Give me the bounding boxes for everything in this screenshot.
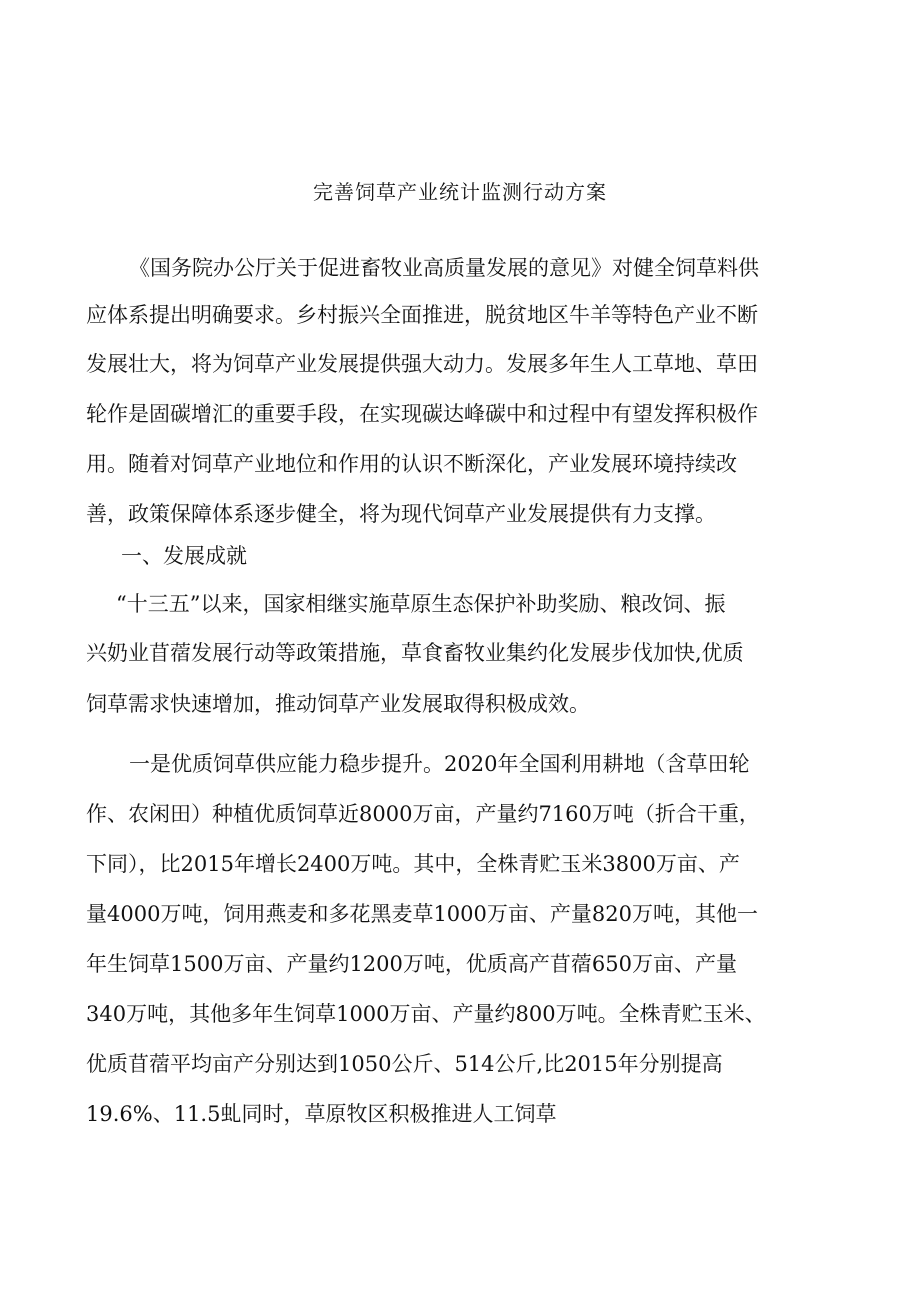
supply-line-2: 作、农闲田）种植优质饲草近8000万亩，产量约7160万吨（折合干重， bbox=[86, 802, 760, 826]
achievement-line-2: 兴奶业苜蓿发展行动等政策措施，草食畜牧业集约化发展步伐加快,优质 bbox=[86, 641, 744, 665]
supply-line-1: 一是优质饲草供应能力稳步提升。2020年全国利用耕地（含草田轮 bbox=[129, 752, 750, 776]
supply-line-7: 优质苜蓿平均亩产分别达到1050公斤、514公斤,比2015年分别提高 bbox=[86, 1052, 723, 1076]
document-title: 完善饲草产业统计监测行动方案 bbox=[313, 180, 607, 204]
supply-line-5: 年生饲草1500万亩、产量约1200万吨，优质高产苜蓿650万亩、产量 bbox=[86, 952, 737, 976]
achievement-line-3: 饲草需求快速增加，推动饲草产业发展取得积极成效。 bbox=[86, 692, 590, 716]
section-heading: 一、发展成就 bbox=[121, 544, 247, 568]
intro-line-6: 善，政策保障体系逐步健全，将为现代饲草产业发展提供有力支撑。 bbox=[86, 502, 716, 526]
intro-line-5: 用。随着对饲草产业地位和作用的认识不断深化，产业发展环境持续改 bbox=[86, 452, 737, 476]
supply-line-6: 340万吨，其他多年生饲草1000万亩、产量约800万吨。全株青贮玉米、 bbox=[86, 1002, 766, 1026]
supply-line-8: 19.6%、11.5虬同时，草原牧区积极推进人工饲草 bbox=[86, 1102, 557, 1126]
achievement-line-1: “十三五”以来，国家相继实施草原生态保护补助奖励、粮改饲、振 bbox=[116, 592, 726, 616]
intro-line-4: 轮作是固碳增汇的重要手段，在实现碳达峰碳中和过程中有望发挥积极作 bbox=[86, 402, 758, 426]
supply-line-4: 量4000万吨，饲用燕麦和多花黑麦草1000万亩、产量820万吨，其他一 bbox=[86, 902, 758, 926]
intro-line-3: 发展壮大，将为饲草产业发展提供强大动力。发展多年生人工草地、草田 bbox=[86, 352, 758, 376]
intro-line-1: 《国务院办公厅关于促进畜牧业高质量发展的意见》对健全饲草料供 bbox=[129, 256, 759, 280]
intro-line-2: 应体系提出明确要求。乡村振兴全面推进，脱贫地区牛羊等特色产业不断 bbox=[86, 303, 758, 327]
supply-line-3: 下同），比2015年增长2400万吨。其中，全株青贮玉米3800万亩、产 bbox=[86, 852, 740, 876]
